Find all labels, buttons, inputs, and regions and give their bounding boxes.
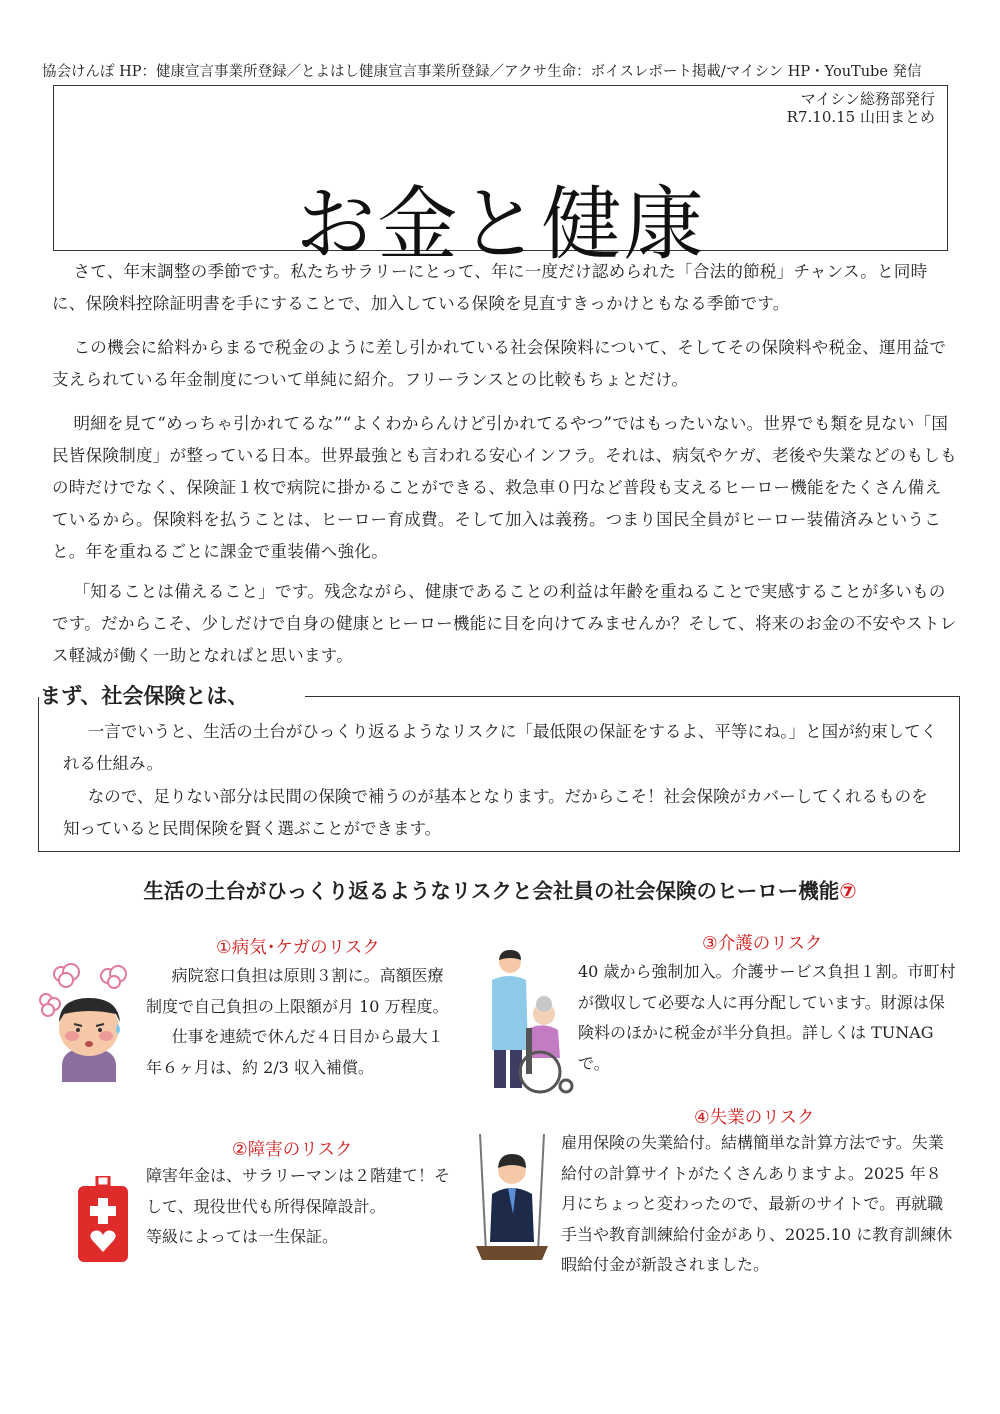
issue-date-author: R7.10.15 山田まとめ: [786, 108, 935, 126]
risk-disability-text-2: 等級によっては一生保証。: [146, 1227, 339, 1246]
risk-illness-title: ①病気･ケガのリスク: [216, 938, 380, 958]
hero-section-title: [0, 874, 1000, 904]
issuer-department: マイシン総務部発行: [800, 90, 935, 108]
hero-section-number: ⑦: [839, 879, 857, 903]
social-insurance-paragraph-1: 一言でいうと、生活の土台がひっくり返るようなリスクに「最低限の保証をするよ、平等にね。」と国が約束してくれる仕組み。: [63, 722, 938, 773]
intro-paragraph-2: この機会に給料からまるで税金のように差し引かれている社会保険料について、そしてその保険料や税金、運用益で支えられている年金制度について単純に紹介。フリーランスとの比較もちょとだけ。: [52, 338, 947, 389]
social-insurance-paragraph-2: なので、足りない部分は民間の保険で補うのが基本となります。だからこそ！社会保険がカバーしてくれるものを知っていると民間保険を賢く選ぶことができます。: [63, 787, 928, 838]
risk-unemployment-text: 雇用保険の失業給付。結構簡単な計算方法です。失業給付の計算サイトがたくさんありますよ。2025 年８月にちょっと変わったので、最新のサイトで。再就職手当や教育訓練給付金があり、2025.10 に教育訓練休暇給付金が新設されました。: [561, 1133, 953, 1274]
issuer-info: [787, 90, 935, 126]
header-box: [53, 85, 948, 271]
caregiver-wheelchair-icon: [482, 950, 574, 1096]
section-heading: まず、社会保険とは、: [40, 680, 256, 710]
help-mark-icon: [76, 1176, 130, 1264]
risk-disability-title: ②障害のリスク: [232, 1140, 353, 1160]
risk-care-text: 40 歳から強制加入。介護サービス負担１割。市町村が徴収して必要な人に再分配しています。財源は保険料のほかに税金が半分負担。詳しくは TUNAG で。: [578, 962, 956, 1073]
top-affiliation-line: 協会けんぽ HP：健康宣言事業所登録／とよはし健康宣言事業所登録／アクサ生命：ボイスレポート掲載/マイシン HP・YouTube 発信: [42, 64, 922, 80]
risk-illness-text-2: 仕事を連続で休んだ４日目から最大１年６ヶ月は、約 2/3 収入補償。: [146, 1027, 444, 1077]
page-title: お金と健康: [295, 177, 706, 271]
hero-section-title-text: 生活の土台がひっくり返るようなリスクと会社員の社会保険のヒーロー機能: [143, 879, 840, 903]
swing-businessman-icon: [472, 1134, 552, 1266]
risk-illness-text-1: 病院窓口負担は原則３割に。高額医療制度で自己負担の上限額が月 10 万程度。: [146, 966, 449, 1016]
intro-paragraph-3: 明細を見て“めっちゃ引かれてるな”“よくわからんけど引かれてるやつ”ではもったいない。世界でも類を見ない「国民皆保険制度」が整っている日本。世界最強とも言われる安心インフラ。それは、病気やケガ、老後や失業などのもしもの時だけでなく、保険証１枚で病院に掛かることができる、救急車０円など普段も支えるヒーロー機能をたくさん備えているから。保険料を払うことは、ヒーロー育成費。そして加入は義務。つまり国民全員がヒーロー装備済みということ。年を重ねるごとに課金で重装備へ強化。: [52, 414, 957, 561]
risk-care-title: ③介護のリスク: [702, 934, 823, 954]
risk-unemployment-title: ④失業のリスク: [694, 1108, 815, 1128]
intro-paragraph-4: 「知ることは備えること」です。残念ながら、健康であることの利益は年齢を重ねることで実感することが多いものです。だからこそ、少しだけで自身の健康とヒーロー機能に目を向けてみませんか？そして、将来のお金の不安やストレス軽減が働く一助となればと思います。: [52, 582, 957, 665]
sick-person-icon: [36, 962, 142, 1082]
intro-paragraph-1: さて、年末調整の季節です。私たちサラリーにとって、年に一度だけ認められた「合法的節税」チャンス。と同時に、保険料控除証明書を手にすることで、加入している保険を見直すきっかけともなる季節です。: [52, 262, 928, 313]
risk-disability-text-1: 障害年金は、サラリーマンは２階建て！そして、現役世代も所得保障設計。: [146, 1166, 451, 1216]
